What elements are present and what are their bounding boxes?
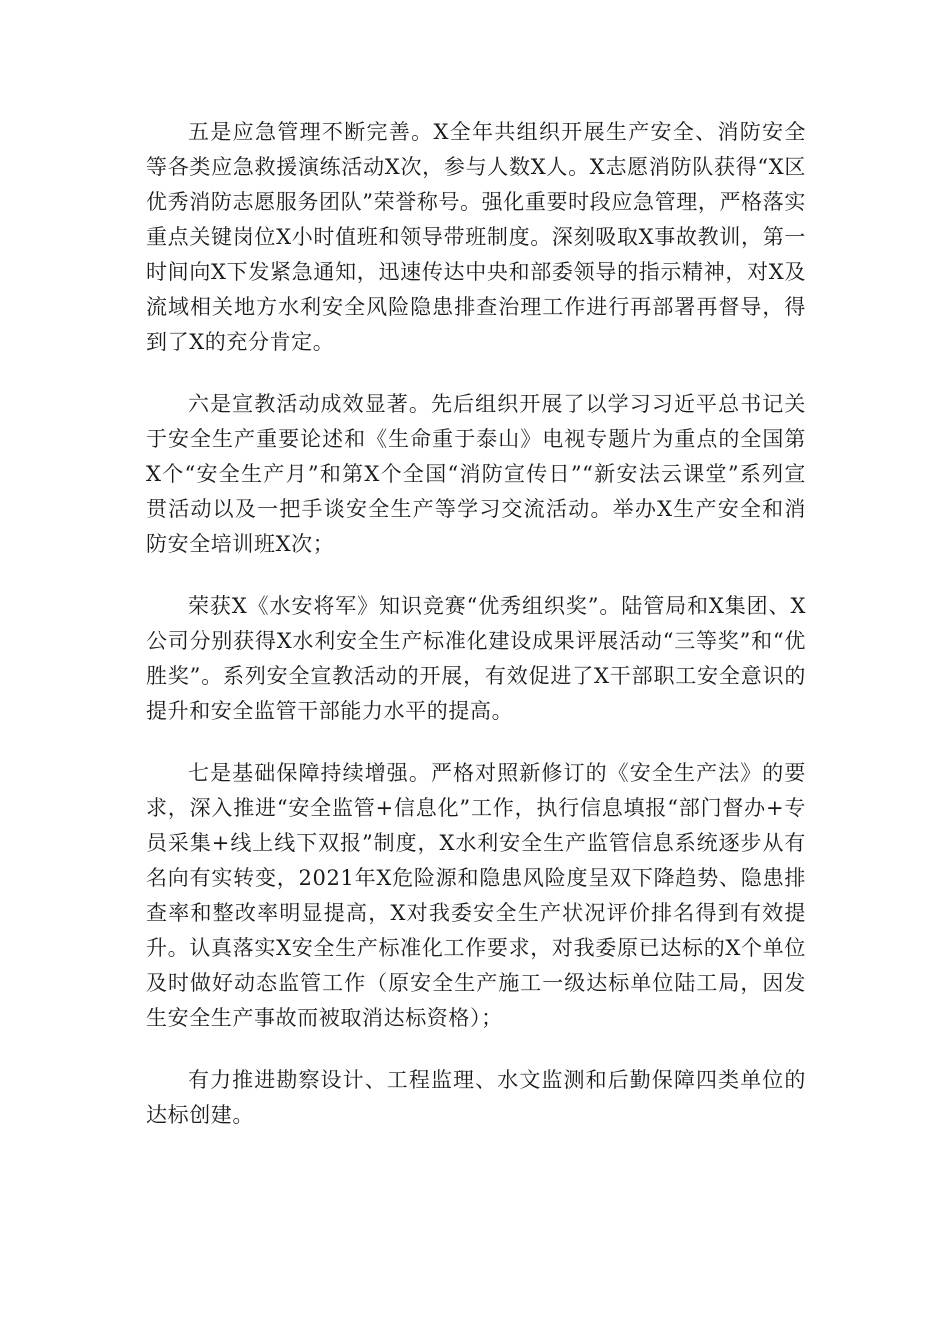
paragraph-awards: 荣获X《水安将军》知识竞赛“优秀组织奖”。陆管局和X集团、X公司分别获得X水利安全生产标准化建设成果评展活动“三等奖”和“优胜奖”。系列安全宣教活动的开展，有效促进了X干部职工安全意识的提升和安全监管干部能力水平的提高。 — [146, 594, 806, 723]
paragraph-standardization-promotion: 有力推进勘察设计、工程监理、水文监测和后勤保障四类单位的达标创建。 — [146, 1068, 806, 1127]
paragraph-foundation-support: 七是基础保障持续增强。严格对照新修订的《安全生产法》的要求，深入推进“安全监管+信息化”工作，执行信息填报“部门督办+专员采集+线上线下双报”制度，X水利安全生产监管信息系统逐步从有名向有实转变，2021年X危险源和隐患风险度呈双下降趋势、隐患排查率和整改率明显提高，X对我委安全生产状况评价排名得到有效提升。认真落实X安全生产标准化工作要求，对我委原已达标的X个单位及时做好动态监管工作（原安全生产施工一级达标单位陆工局，因发生安全生产事故而被取消达标资格）； — [146, 761, 806, 1030]
document-body — [146, 115, 806, 1160]
paragraph-safety-education: 六是宣教活动成效显著。先后组织开展了以学习习近平总书记关于安全生产重要论述和《生命重于泰山》电视专题片为重点的全国第X个“安全生产月”和第X个全国“消防宣传日”“新安法云课堂”系列宣贯活动以及一把手谈安全生产等学习交流活动。举办X生产安全和消防安全培训班X次； — [146, 392, 806, 556]
paragraph-emergency-management: 五是应急管理不断完善。X全年共组织开展生产安全、消防安全等各类应急救援演练活动X次，参与人数X人。X志愿消防队获得“X区优秀消防志愿服务团队”荣誉称号。强化重要时段应急管理，严格落实重点关键岗位X小时值班和领导带班制度。深刻吸取X事故教训，第一时间向X下发紧急通知，迅速传达中央和部委领导的指示精神，对X及流域相关地方水利安全风险隐患排查治理工作进行再部署再督导，得到了X的充分肯定。 — [146, 120, 806, 354]
